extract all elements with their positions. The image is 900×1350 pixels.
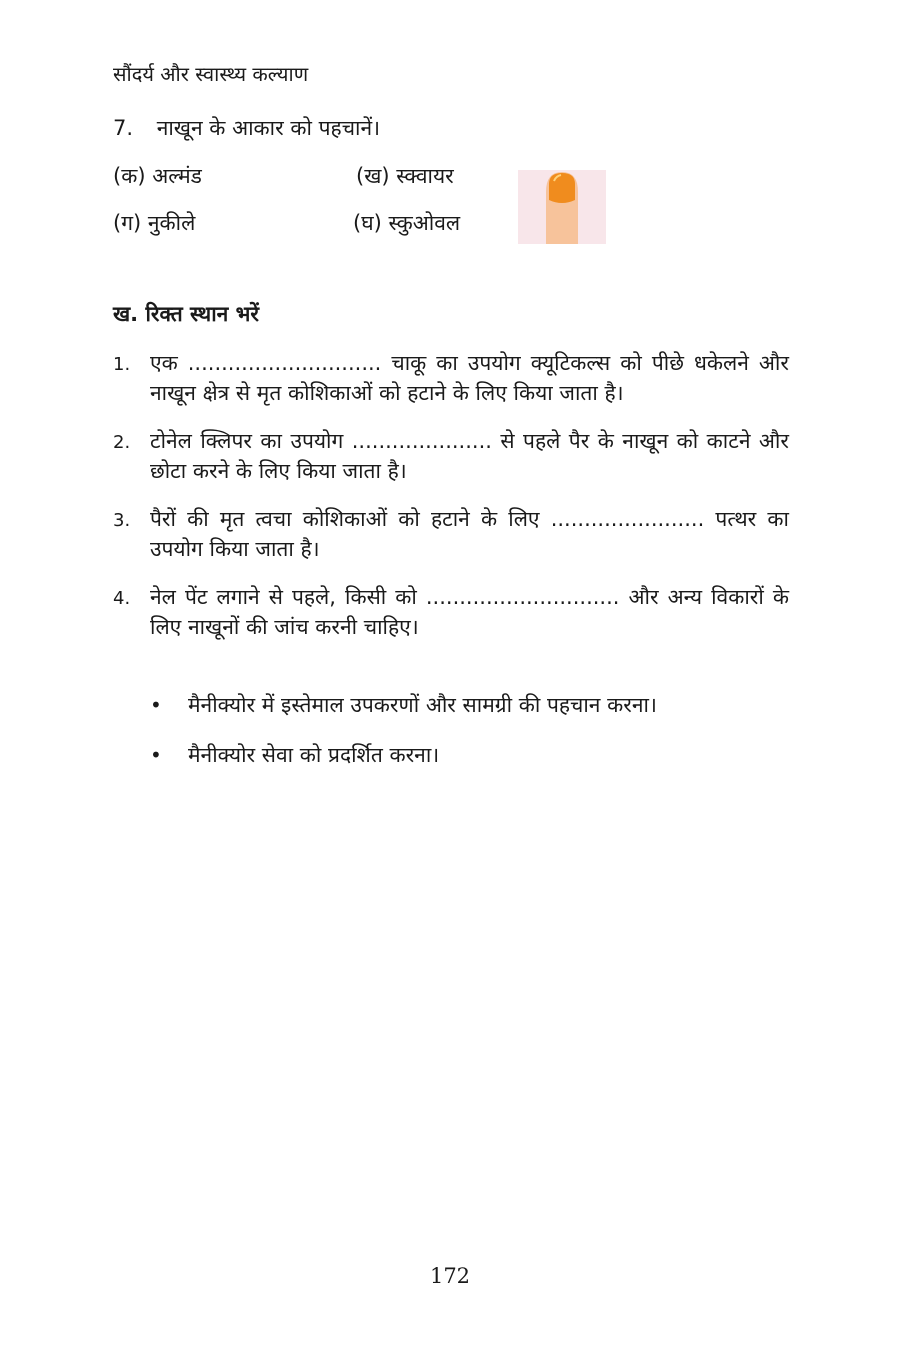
item-text: एक ............................. चाकू का उपयोग क्यूटिकल्स को पीछे धकेलने और नाखून क्षेत्र से मृत कोशिकाओं को हटाने के लिए किया जाता है। [150, 351, 789, 405]
bullet-icon: • [150, 693, 162, 717]
list-item [150, 690, 790, 720]
nail-shape-icon [518, 170, 606, 244]
nail-shape-image [518, 170, 606, 244]
outcome-text: मैनीक्योर में इस्तेमाल उपकरणों और सामग्री की पहचान करना। [188, 693, 657, 717]
item-text: नेल पेंट लगाने से पहले, किसी को ............................. और अन्य विकारों के लिए नाखूनों की जांच करनी चाहिए। [150, 585, 789, 639]
item-text: टोनेल क्लिपर का उपयोग ..................... से पहले पैर के नाखून को काटने और छोटा करने के लिए किया जाता है। [150, 429, 789, 483]
list-item [113, 348, 789, 408]
outcome-text: मैनीक्योर सेवा को प्रदर्शित करना। [188, 743, 440, 767]
list-item [113, 582, 789, 642]
page-number: 172 [429, 1264, 471, 1288]
item-number: 1. [113, 354, 131, 375]
question-7 [113, 114, 380, 142]
question-text: नाखून के आकार को पहचानें। [156, 116, 381, 140]
item-number: 2. [113, 432, 131, 453]
item-text: पैरों की मृत त्वचा कोशिकाओं को हटाने के लिए ....................... पत्थर का उपयोग किया जाता है। [150, 507, 789, 561]
running-header: सौंदर्य और स्वास्थ्य कल्याण [113, 62, 309, 86]
question-number: 7. [113, 116, 134, 140]
option-ga: (ग) नुकीले [113, 211, 196, 235]
bullet-icon: • [150, 743, 162, 767]
section-title: ख. रिक्त स्थान भरें [113, 302, 259, 326]
option-ka: (क) अल्मंड [113, 164, 202, 188]
fill-in-blanks-list [113, 348, 789, 660]
list-item [113, 504, 789, 564]
nail-polish [549, 173, 575, 203]
outcomes-list [150, 690, 790, 790]
option-gha: (घ) स्कुओवल [353, 211, 461, 235]
item-number: 4. [113, 588, 131, 609]
option-kha: (ख) स्क्वायर [356, 164, 454, 188]
list-item [150, 740, 790, 770]
list-item [113, 426, 789, 486]
item-number: 3. [113, 510, 131, 531]
